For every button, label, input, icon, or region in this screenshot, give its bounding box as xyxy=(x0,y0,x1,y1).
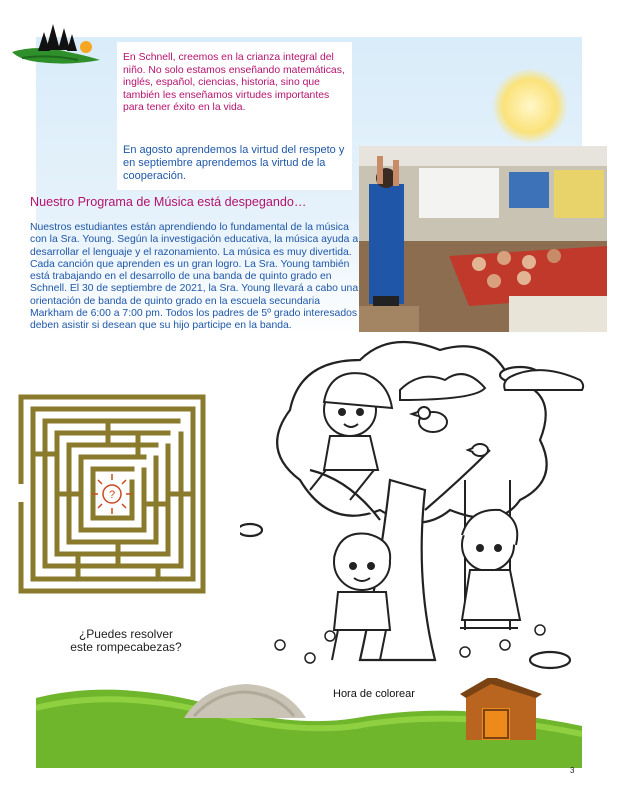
rock-icon xyxy=(184,684,306,718)
maze-caption-line2: este rompecabezas? xyxy=(70,640,182,654)
classroom-photo xyxy=(359,146,607,332)
barn-icon xyxy=(460,678,542,740)
virtue-paragraph: En agosto aprendemos la virtud del respeto y en septiembre aprendemos la virtud de la cooperación. xyxy=(123,144,345,182)
school-logo-icon xyxy=(8,18,103,68)
intro-paragraph: En Schnell, creemos en la crianza integral del niño. No solo estamos enseñando matemáticas, inglés, español, ciencias, historia, sino que también les enseñamos virtudes importantes para tener éxito en la vida. xyxy=(123,52,345,114)
maze-icon[interactable] xyxy=(18,394,206,594)
maze-caption xyxy=(62,628,190,654)
page-number: 3 xyxy=(570,766,575,775)
coloring-label: Hora de colorear xyxy=(333,688,415,700)
music-program-body: Nuestros estudiantes están aprendiendo lo fundamental de la música con la Sra. Young. Según la investigación educativa, la música ayuda a desarrollar el lenguaje y el razonamiento. La música es muy divertida. Cada canción que aprenden es un gran logro. La Sra. Young también está trabajando en el desarrollo de una banda de quinto grado en Schnell. El 30 de septiembre de 2021, la Sra. Young llevará a cabo una orientación de banda de quinto grado en la escuela secundaria Markham de 6:00 a 7:00 pm. Todos los padres de 5º grado interesados deben asistir si desean que su hijo participe en la banda. xyxy=(30,222,359,332)
music-program-title: Nuestro Programa de Música está despegando… xyxy=(30,195,307,209)
maze-center-symbol: ? xyxy=(108,489,116,501)
maze-caption-line1: ¿Puedes resolver xyxy=(78,627,174,641)
landscape xyxy=(36,678,582,768)
tree-kids-drawing-icon xyxy=(240,330,585,675)
sun-icon xyxy=(490,66,570,146)
